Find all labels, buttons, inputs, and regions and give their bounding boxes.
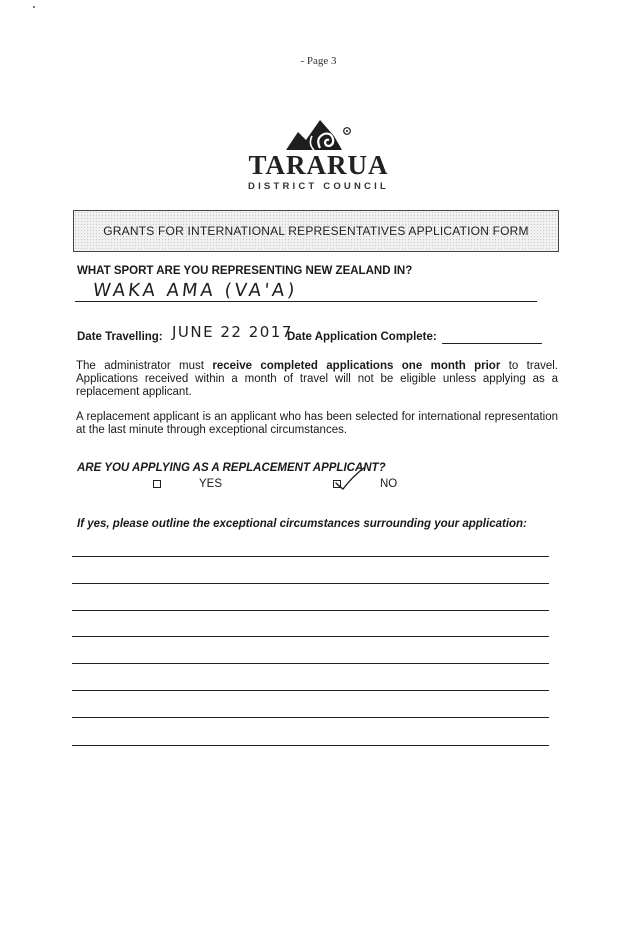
date-travelling-value[interactable]: JUNE 22 2017 — [172, 323, 293, 341]
form-title: GRANTS FOR INTERNATIONAL REPRESENTATIVES APPLICATION FORM — [103, 224, 529, 238]
date-complete-field[interactable] — [442, 343, 542, 344]
yes-checkbox[interactable] — [153, 480, 161, 488]
sport-question: WHAT SPORT ARE YOU REPRESENTING NEW ZEALAND IN? — [77, 265, 413, 277]
sport-answer-line — [75, 301, 537, 302]
sport-answer[interactable]: WAKA AMA (VA'A) — [91, 280, 299, 301]
instruction-text-emphasis: receive completed applications one month prior — [212, 360, 501, 372]
answer-line[interactable] — [72, 663, 549, 664]
date-complete-label: Date Application Complete: — [287, 331, 437, 343]
replacement-definition-paragraph: A replacement applicant is an applicant who has been selected for international representation at the last minute through exceptional circumstances. — [76, 411, 558, 436]
tararua-mountain-logo-icon — [284, 118, 354, 152]
logo-subtitle: DISTRICT COUNCIL — [248, 181, 389, 192]
replacement-question: ARE YOU APPLYING AS A REPLACEMENT APPLICANT? — [77, 462, 386, 474]
date-travelling-label: Date Travelling: — [77, 331, 163, 343]
instruction-text-end: to travel. Applications received within a month of travel will not be eligible unless applying as a replacement applicant. — [76, 360, 558, 398]
answer-line[interactable] — [72, 690, 549, 691]
yes-label: YES — [199, 478, 223, 490]
answer-line[interactable] — [72, 610, 549, 611]
answer-line[interactable] — [72, 636, 549, 637]
answer-line[interactable] — [72, 556, 549, 557]
page-number: - Page 3 — [300, 55, 337, 67]
form-title-box — [73, 210, 559, 252]
no-label: NO — [380, 478, 398, 490]
instruction-paragraph — [76, 360, 558, 399]
instruction-text-start: The administrator must — [76, 360, 213, 372]
answer-line[interactable] — [72, 583, 549, 584]
answer-line[interactable] — [72, 745, 549, 746]
handwritten-tick-icon — [334, 465, 368, 491]
answer-line[interactable] — [72, 717, 549, 718]
logo-name: TARARUA — [248, 150, 389, 180]
scan-speck — [33, 6, 35, 8]
exceptional-circumstances-question: If yes, please outline the exceptional circumstances surrounding your application: — [77, 518, 527, 530]
